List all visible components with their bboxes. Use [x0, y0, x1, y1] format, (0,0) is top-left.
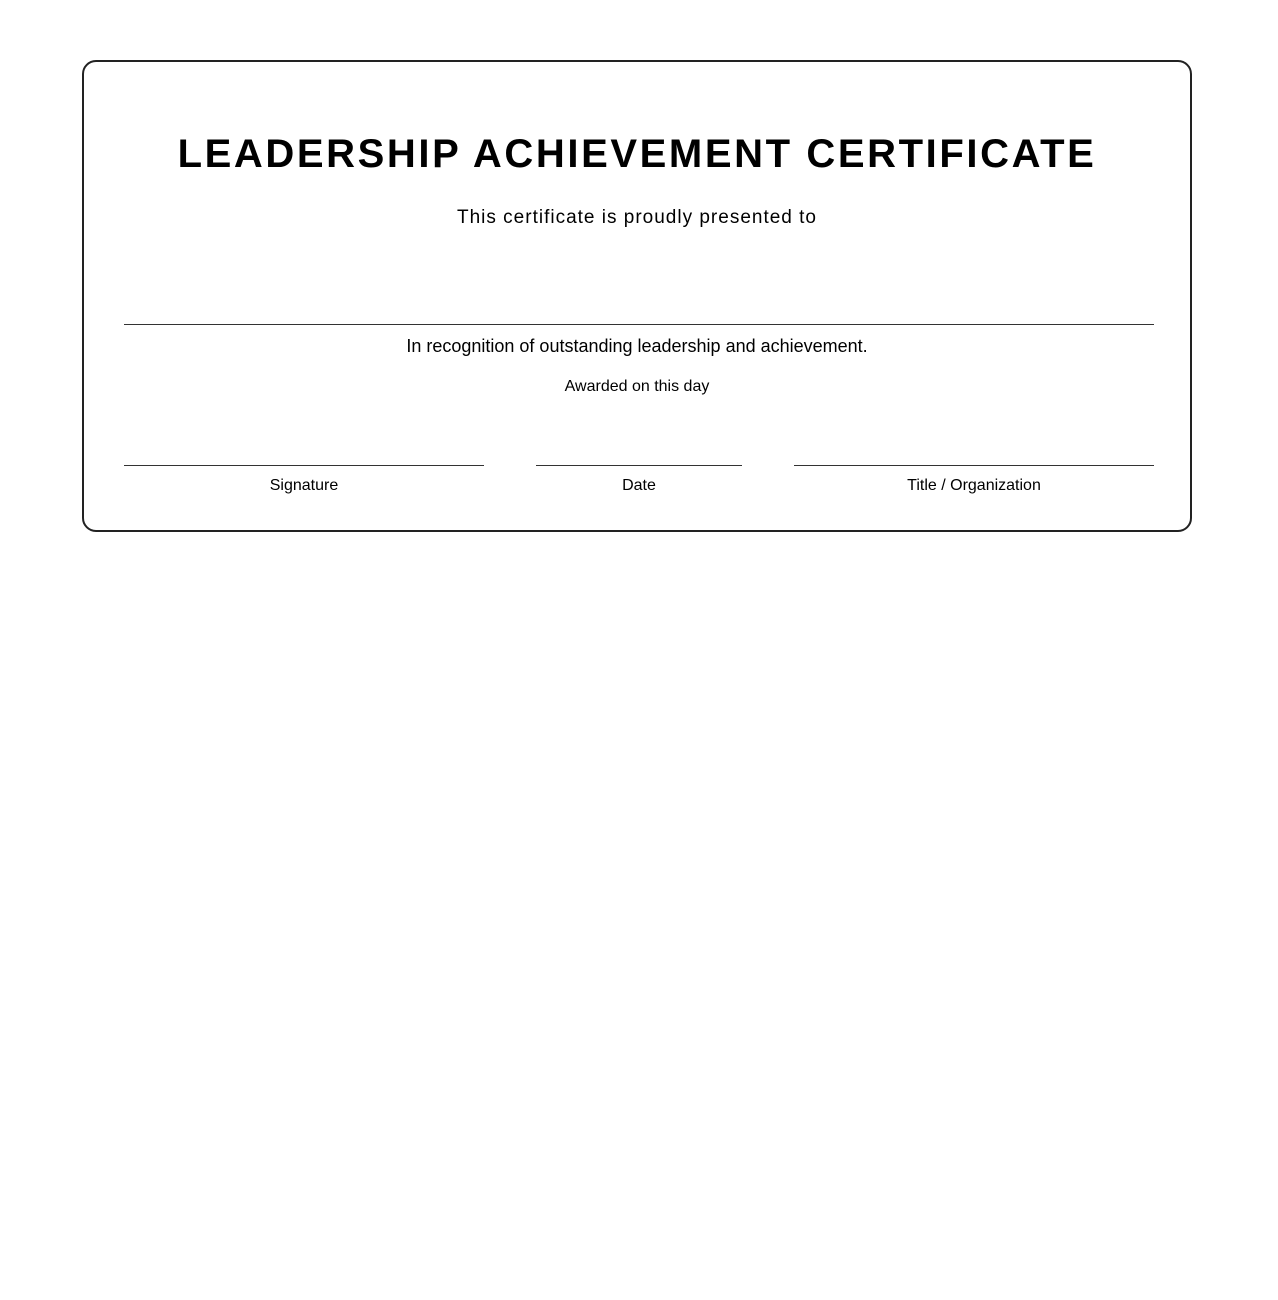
date-field	[536, 465, 742, 505]
certificate-title: LEADERSHIP ACHIEVEMENT CERTIFICATE	[177, 132, 1097, 176]
date-line	[536, 465, 742, 466]
title-organization-field	[794, 465, 1154, 505]
certificate-subtitle: This certificate is proudly presented to	[457, 207, 817, 228]
title-organization-line	[794, 465, 1154, 466]
recognition-text: In recognition of outstanding leadership and achievement.	[406, 336, 868, 356]
date-label: Date	[622, 477, 656, 494]
recipient-name-line	[124, 324, 1154, 325]
certificate-card	[82, 60, 1192, 532]
signature-field	[124, 465, 484, 505]
awarded-text: Awarded on this day	[564, 378, 710, 395]
signature-line	[124, 465, 484, 466]
title-organization-label: Title / Organization	[907, 477, 1041, 494]
signature-label: Signature	[269, 477, 339, 494]
